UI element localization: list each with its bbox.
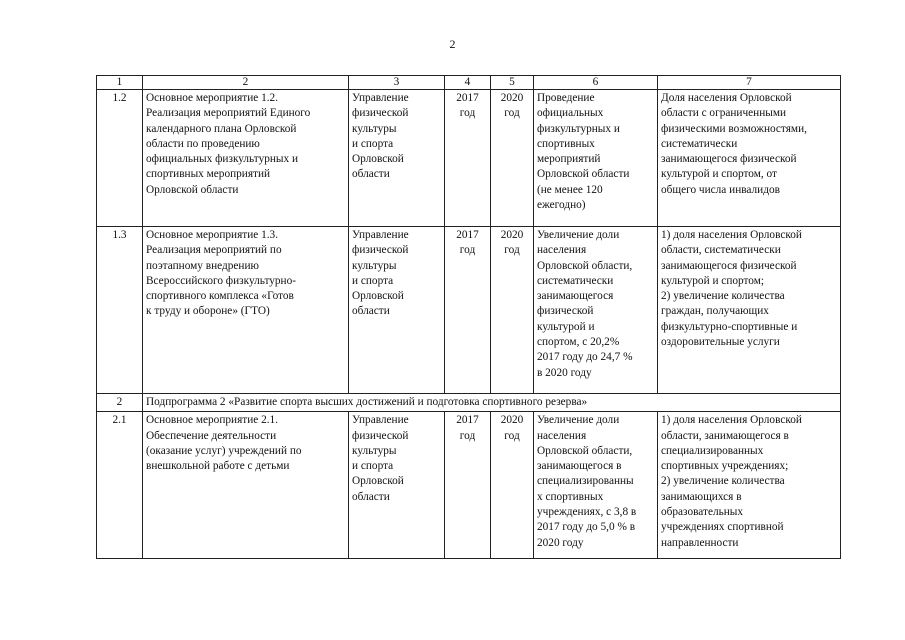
event-line: к труду и обороне» (ГТО) (146, 305, 270, 318)
end-year-unit: год (504, 107, 520, 120)
indicator-cell (658, 227, 841, 394)
indicator-line: спортивных учреждениях; (661, 460, 789, 473)
subprogram-number: 2 (97, 394, 143, 412)
executor-line: Управление (352, 92, 409, 104)
executor-line: культуры (352, 444, 397, 457)
indicator-line: 2) увеличение количества (661, 290, 785, 303)
end-year: 2020 (500, 414, 524, 427)
result-line: х спортивных (537, 490, 604, 503)
result-line: ежегодно) (537, 199, 586, 212)
indicator-cell (658, 412, 841, 559)
result-line: мероприятий (537, 153, 601, 166)
event-line: Реализация мероприятий по (146, 244, 282, 257)
end-year: 2020 (500, 92, 524, 104)
result-line: населения (537, 429, 587, 442)
result-line: Увеличение доли (537, 229, 620, 241)
event-line: Орловской области (146, 183, 239, 196)
program-table (96, 75, 841, 559)
event-line: поэтапному внедрению (146, 259, 259, 272)
indicator-line: Доля населения Орловской (661, 92, 792, 104)
event-line: календарного плана Орловской (146, 122, 297, 135)
col-header: 6 (534, 76, 658, 90)
result-line: учреждениях, с 3,8 в (537, 506, 637, 519)
result-line: 2017 году до 24,7 % (537, 351, 633, 364)
executor-line: Управление (352, 229, 409, 241)
executor-line: физической (352, 107, 409, 120)
executor-line: Орловской (352, 475, 404, 488)
result-line: 2017 году до 5,0 % в (537, 521, 636, 534)
executor-line: Управление (352, 414, 409, 427)
indicator-line: культурой и спортом, от (661, 168, 777, 181)
result-line: занимающегося (537, 290, 614, 303)
start-year: 2017 (456, 414, 479, 427)
col-header: 7 (658, 76, 841, 90)
indicator-line: области, систематически (661, 244, 781, 257)
row-number: 1.2 (97, 90, 143, 227)
indicator-line: культурой и спортом; (661, 274, 765, 287)
header-row (97, 76, 841, 90)
result-line: населения (537, 244, 587, 257)
result-line: физической (537, 305, 594, 318)
table-row (97, 412, 841, 559)
executor-cell (349, 90, 445, 227)
col-header: 2 (143, 76, 349, 90)
executor-line: и спорта (352, 460, 394, 473)
result-cell (534, 412, 658, 559)
result-line: физкультурных и (537, 122, 620, 135)
result-cell (534, 227, 658, 394)
result-line: Проведение (537, 92, 595, 104)
start-year-cell (445, 412, 491, 559)
event-line: Основное мероприятие 1.3. (146, 229, 279, 241)
result-line: спортом, с 20,2% (537, 336, 620, 349)
indicator-line: образовательных (661, 506, 744, 519)
result-line: Увеличение доли (537, 414, 620, 427)
end-year-cell (491, 90, 534, 227)
event-cell (143, 412, 349, 559)
event-cell (143, 227, 349, 394)
end-year-unit: год (504, 429, 520, 442)
indicator-cell (658, 90, 841, 227)
indicator-line: учреждениях спортивной (661, 521, 784, 534)
start-year-unit: год (459, 107, 476, 120)
start-year-cell (445, 227, 491, 394)
end-year-unit: год (504, 244, 520, 257)
event-line: области по проведению (146, 137, 260, 150)
executor-line: области (352, 305, 390, 318)
event-line: Обеспечение деятельности (146, 429, 277, 442)
indicator-line: физическими возможностями, (661, 122, 807, 135)
event-line: (оказание услуг) учреждений по (146, 444, 302, 457)
page-number: 2 (449, 37, 456, 51)
executor-line: и спорта (352, 137, 394, 150)
executor-line: области (352, 168, 390, 181)
start-year-cell (445, 90, 491, 227)
event-line: внешкольной работе с детьми (146, 460, 290, 473)
result-line: специализированны (537, 475, 634, 488)
indicator-line: физкультурно-спортивные и (661, 320, 798, 333)
executor-cell (349, 412, 445, 559)
subprogram-row (97, 394, 841, 412)
result-line: (не менее 120 (537, 183, 603, 196)
indicator-line: систематически (661, 137, 738, 150)
result-line: систематически (537, 274, 614, 287)
start-year-unit: год (459, 244, 476, 257)
event-line: Основное мероприятие 1.2. (146, 92, 279, 104)
event-cell (143, 90, 349, 227)
indicator-line: 1) доля населения Орловской (661, 414, 802, 427)
result-line: Орловской области (537, 168, 630, 181)
start-year: 2017 (456, 92, 479, 104)
indicator-line: области, занимающегося в (661, 429, 789, 442)
event-line: Реализация мероприятий Единого (146, 107, 311, 120)
result-line: культурой и (537, 320, 595, 333)
result-line: Орловской области, (537, 444, 633, 457)
executor-line: культуры (352, 259, 397, 272)
result-line: спортивных (537, 137, 595, 150)
event-line: спортивного комплекса «Готов (146, 290, 294, 303)
indicator-line: 2) увеличение количества (661, 475, 785, 488)
result-line: в 2020 году (537, 366, 592, 379)
executor-line: Орловской (352, 290, 404, 303)
indicator-line: общего числа инвалидов (661, 183, 780, 196)
event-line: спортивных мероприятий (146, 168, 271, 181)
indicator-line: граждан, получающих (661, 305, 769, 318)
result-line: официальных (537, 107, 604, 120)
executor-line: культуры (352, 122, 397, 135)
indicator-line: направленности (661, 536, 739, 549)
result-line: Орловской области, (537, 259, 633, 272)
event-line: Основное мероприятие 2.1. (146, 414, 279, 427)
row-number: 1.3 (97, 227, 143, 394)
result-cell (534, 90, 658, 227)
indicator-line: занимающегося физической (661, 153, 797, 166)
col-header: 3 (349, 76, 445, 90)
executor-line: физической (352, 429, 409, 442)
end-year-cell (491, 412, 534, 559)
event-line: Всероссийского физкультурно- (146, 274, 297, 287)
indicator-line: специализированных (661, 444, 764, 457)
result-line: 2020 году (537, 536, 584, 549)
executor-cell (349, 227, 445, 394)
col-header: 4 (445, 76, 491, 90)
indicator-line: оздоровительные услуги (661, 336, 780, 349)
table-row (97, 227, 841, 394)
executor-line: области (352, 490, 390, 503)
indicator-line: области с ограниченными (661, 107, 787, 120)
executor-line: и спорта (352, 274, 394, 287)
subprogram-title: Подпрограмма 2 «Развитие спорта высших достижений и подготовка спортивного резерва» (143, 394, 841, 412)
end-year: 2020 (500, 229, 524, 241)
start-year-unit: год (459, 429, 476, 442)
indicator-line: занимающегося физической (661, 259, 797, 272)
indicator-line: занимающихся в (661, 490, 742, 503)
result-line: занимающегося в (537, 460, 622, 473)
start-year: 2017 (456, 229, 479, 241)
executor-line: физической (352, 244, 409, 257)
end-year-cell (491, 227, 534, 394)
row-number: 2.1 (97, 412, 143, 559)
col-header: 1 (97, 76, 143, 90)
col-header: 5 (491, 76, 534, 90)
event-line: официальных физкультурных и (146, 153, 299, 166)
executor-line: Орловской (352, 153, 404, 166)
indicator-line: 1) доля населения Орловской (661, 229, 802, 241)
table-row (97, 90, 841, 227)
